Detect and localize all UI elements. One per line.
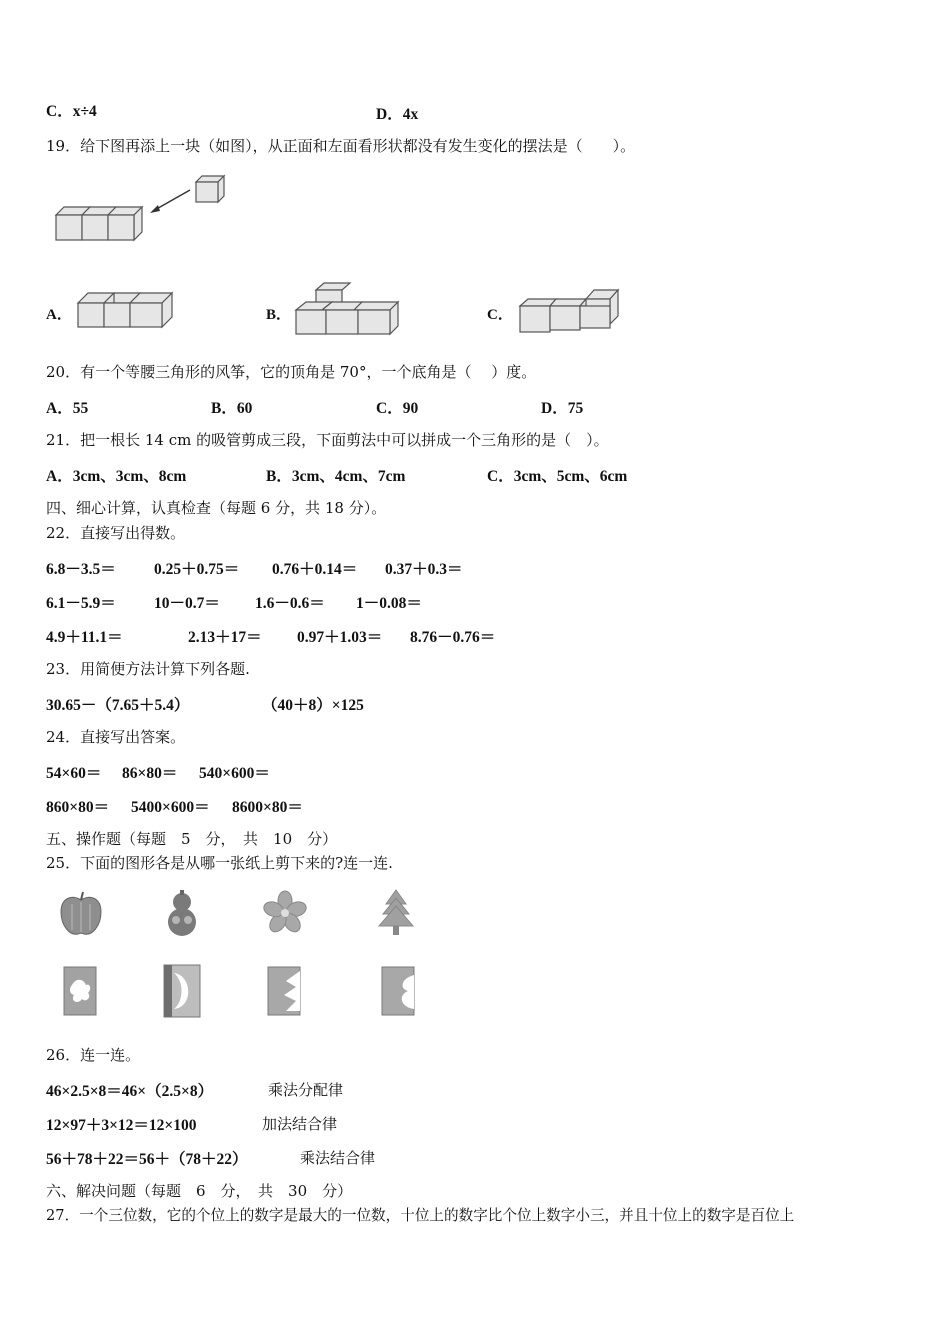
q24-question: 24．直接写出答案。 <box>46 728 186 746</box>
q24-r1-c3: 540×600＝ <box>199 765 270 782</box>
q26-question: 26．连一连。 <box>46 1046 141 1064</box>
q22-r3-c3: 0.97＋1.03＝ <box>297 629 383 646</box>
q22-r1-c4: 0.37＋0.3＝ <box>385 561 463 578</box>
q20-option-c: C．90 <box>376 400 419 417</box>
q20-option-a: A．55 <box>46 400 89 417</box>
q19-option-c-figure[interactable] <box>514 286 624 336</box>
q23-question: 23．用简便方法计算下列各题. <box>46 660 250 678</box>
q23-item-1: 30.65－（7.65＋5.4） <box>46 697 190 714</box>
q25-question: 25．下面的图形各是从哪一张纸上剪下来的?连一连. <box>46 854 393 872</box>
paper-leaf-cut[interactable] <box>62 965 98 1017</box>
section-4-title: 四、细心计算，认真检查（每题 6 分，共 18 分）。 <box>46 499 387 517</box>
q24-r2-c1: 860×80＝ <box>46 799 110 816</box>
paper-zigzag-cut[interactable] <box>266 965 302 1017</box>
q19-option-a-figure[interactable] <box>74 287 179 332</box>
q27-question: 27．一个三位数，它的个位上的数字是最大的一位数，十位上的数字比个位上数字小三，并且十位上的数字是百位上 <box>46 1207 795 1224</box>
q24-r1-c2: 86×80＝ <box>122 765 178 782</box>
q22-r3-c2: 2.13＋17＝ <box>188 629 262 646</box>
q22-r1-c1: 6.8－3.5＝ <box>46 561 116 578</box>
q22-r2-c4: 1－0.08＝ <box>356 595 422 612</box>
q26-law-1[interactable]: 乘法分配律 <box>268 1081 344 1099</box>
tree-shape[interactable] <box>376 888 416 938</box>
q22-r1-c3: 0.76＋0.14＝ <box>272 561 358 578</box>
q22-r3-c4: 8.76－0.76＝ <box>410 629 496 646</box>
flower-shape[interactable] <box>262 890 308 936</box>
q24-r1-c1: 54×60＝ <box>46 765 102 782</box>
q19-label-c: C． <box>487 307 513 323</box>
q19-label-b: B． <box>266 307 292 323</box>
q23-item-2: （40＋8）×125 <box>262 697 364 714</box>
q22-r2-c1: 6.1－5.9＝ <box>46 595 116 612</box>
q21-option-b: B．3cm、4cm、7cm <box>266 468 406 485</box>
q21-question: 21．把一根长 14 cm 的吸管剪成三段，下面剪法中可以拼成一个三角形的是（ ）。 <box>46 431 609 449</box>
q20-question: 20．有一个等腰三角形的风筝，它的顶角是 70°，一个底角是（ ）度。 <box>46 363 537 381</box>
gourd-shape[interactable] <box>160 888 204 938</box>
q21-option-c: C．3cm、5cm、6cm <box>487 468 628 485</box>
q22-r2-c3: 1.6－0.6＝ <box>255 595 325 612</box>
q18-option-d: D．4x <box>376 106 419 123</box>
q24-r2-c3: 8600×80＝ <box>232 799 303 816</box>
q26-law-2[interactable]: 加法结合律 <box>262 1115 338 1133</box>
q26-law-3[interactable]: 乘法结合律 <box>300 1149 376 1167</box>
paper-curve-cut[interactable] <box>380 965 416 1017</box>
section-5-title: 五、操作题（每题 5 分， 共 10 分） <box>46 830 338 848</box>
q24-r2-c2: 5400×600＝ <box>131 799 210 816</box>
apple-shape[interactable] <box>58 890 104 938</box>
q22-r2-c2: 10－0.7＝ <box>154 595 220 612</box>
q20-option-b: B．60 <box>211 400 253 417</box>
q18-option-c: C．x÷4 <box>46 103 97 120</box>
q22-r1-c2: 0.25＋0.75＝ <box>154 561 240 578</box>
q19-question: 19．给下图再添上一块（如图），从正面和左面看形状都没有发生变化的摆法是（ ）。 <box>46 137 636 155</box>
q26-expr-1: 46×2.5×8＝46×（2.5×8） <box>46 1083 214 1100</box>
q22-question: 22．直接写出得数。 <box>46 524 186 542</box>
paper-moon-cut[interactable] <box>162 963 202 1019</box>
q19-base-figure <box>50 170 240 245</box>
section-6-title: 六、解决问题（每题 6 分， 共 30 分） <box>46 1182 353 1200</box>
q26-expr-2: 12×97＋3×12＝12×100 <box>46 1117 197 1134</box>
q26-expr-3: 56＋78＋22＝56＋（78＋22） <box>46 1151 248 1168</box>
q20-option-d: D．75 <box>541 400 584 417</box>
q19-option-b-figure[interactable] <box>292 280 404 338</box>
q19-label-a: A． <box>46 307 72 323</box>
q21-option-a: A．3cm、3cm、8cm <box>46 468 187 485</box>
q22-r3-c1: 4.9＋11.1＝ <box>46 629 123 646</box>
